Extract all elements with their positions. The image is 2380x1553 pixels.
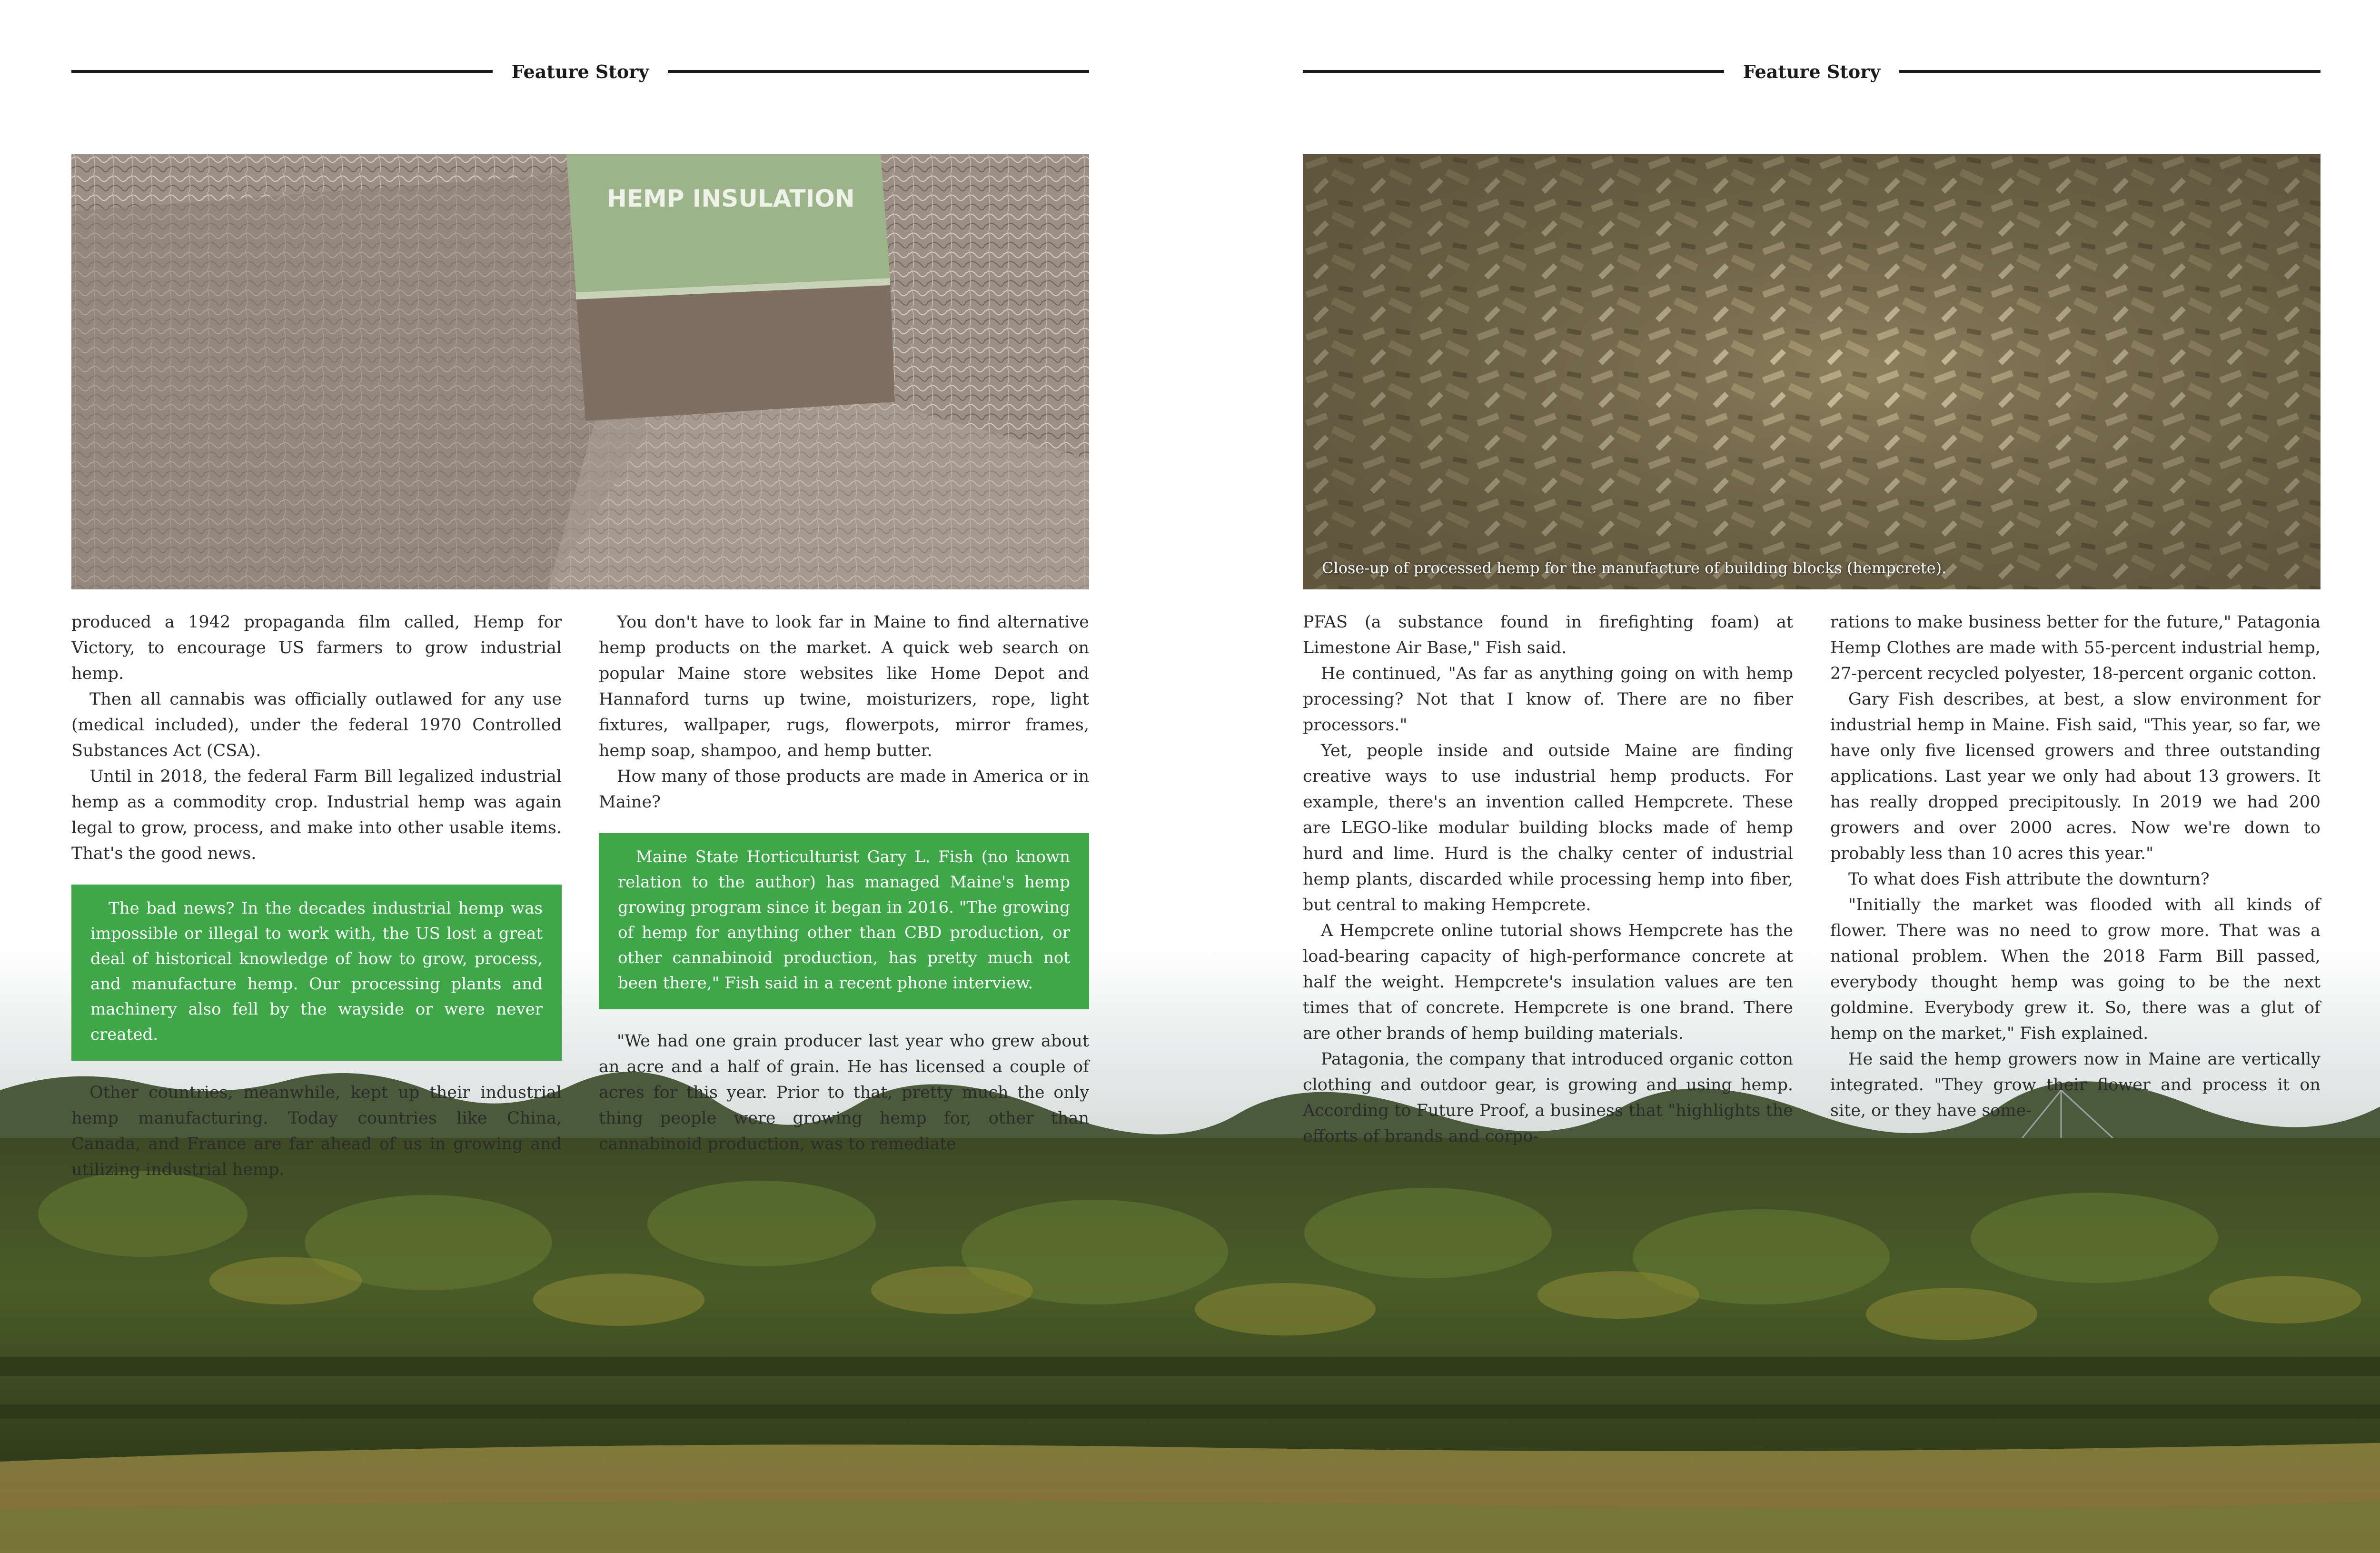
header-rule [1899, 70, 2320, 73]
processed-hemp-photo [1303, 154, 2320, 589]
text-column-1 [71, 609, 562, 1183]
paragraph: Until in 2018, the federal Farm Bill legalized industrial hemp as a commodity crop. Industrial hemp was again legal to grow, process, and make into other usable items. That's the good news. [71, 767, 562, 863]
page-header-left [71, 60, 1089, 83]
paragraph: "We had one grain producer last year who grew about an acre and a half of grain. He has licensed a couple of acres for this year. Prior to that, pretty much the only thing people were growing hemp for, other than cannabinoid production, was to remediate [599, 1032, 1089, 1154]
paragraph: A Hempcrete online tutorial shows Hempcrete has the load-bearing capacity of high-performance concrete at half the weight. Hempcrete's insulation values are ten times that of concrete. Hempcrete is one brand. There are other brands of hemp building materials. [1303, 921, 1793, 1043]
paragraph: How many of those products are made in America or in Maine? [599, 767, 1089, 812]
paragraph: "Initially the market was flooded with all kinds of flower. There was no need to grow more. That was a national problem. When the 2018 Farm Bill passed, everybody thought hemp was going to be the next goldmine. Everybody grew it. So, there was a glut of hemp on the market," Fish explained. [1830, 896, 2320, 1043]
text-column-4 [1830, 609, 2320, 1124]
text-column-2 [599, 609, 1089, 1157]
paragraph: produced a 1942 propaganda film called, Hemp for Victory, to encourage US farmers to grow industrial hemp. [71, 613, 562, 683]
header-rule [1303, 70, 1724, 73]
paragraph: Then all cannabis was officially outlawed for any use (medical included), under the federal 1970 Controlled Substances Act (CSA). [71, 690, 562, 760]
paragraph: He continued, "As far as anything going on with hemp processing? Not that I know of. There are no fiber processors." [1303, 664, 1793, 735]
header-rule [668, 70, 1089, 73]
paragraph: He said the hemp growers now in Maine are vertically integrated. "They grow their flower and process it on site, or they have some- [1830, 1050, 2320, 1120]
section-label: Feature Story [511, 60, 649, 82]
highlight-box-text: Maine State Horticulturist Gary L. Fish (no known relation to the author) has managed Maine's hemp growing program since it began in 2016. "The growing of hemp for anything other than CBD production, or other cannabinoid production, has pretty much not been there," Fish said in a recent phone interview. [618, 847, 1070, 993]
hemp-insulation-box-label: HEMP INSULATION [607, 185, 855, 212]
paragraph: Gary Fish describes, at best, a slow environment for industrial hemp in Maine. Fish said, "This year, so far, we have only five licensed growers and three outstanding applications. Last year we only had about 13 growers. It has really dropped precipitously. In 2019 we had 200 growers and over 2000 acres. Now we're down to probably less than 10 acres this year." [1830, 690, 2320, 863]
text-column-3 [1303, 609, 1793, 1149]
paragraph: rations to make business better for the future," Patagonia Hemp Clothes are made with 55-percent industrial hemp, 27-percent recycled polyester, 18-percent organic cotton. [1830, 613, 2320, 683]
page-header-right [1303, 60, 2320, 83]
header-rule [71, 70, 493, 73]
section-label: Feature Story [1743, 60, 1881, 82]
photo-caption: Close-up of processed hemp for the manufacture of building blocks (hempcrete). [1322, 559, 1947, 577]
paragraph: You don't have to look far in Maine to find alternative hemp products on the market. A quick web search on popular Maine store websites like Home Depot and Hannaford turns up twine, moisturizers, rope, light fixtures, wallpaper, rugs, flowerpots, mirror frames, hemp soap, shampoo, and hemp butter. [599, 613, 1089, 760]
highlight-box-text: The bad news? In the decades industrial hemp was impossible or illegal to work with, the US lost a great deal of historical knowledge of how to grow, process, and manufacture hemp. Our processing plants and machinery also fell by the wayside or were never created. [90, 899, 543, 1044]
highlight-box [71, 885, 562, 1061]
highlight-box [599, 833, 1089, 1009]
paragraph: Other countries, meanwhile, kept up their industrial hemp manufacturing. Today countries like China, Canada, and France are far ahead of us in growing and utilizing industrial hemp. [71, 1083, 562, 1179]
paragraph: Yet, people inside and outside Maine are finding creative ways to use industrial hemp products. For example, there's an invention called Hempcrete. These are LEGO-like modular building blocks made of hemp hurd and lime. Hurd is the chalky center of industrial hemp plants, discarded while processing hemp into fiber, but central to making Hempcrete. [1303, 741, 1793, 915]
paragraph: Patagonia, the company that introduced organic cotton clothing and outdoor gear, is growing and using hemp. According to Future Proof, a business that "highlights the efforts of brands and corpo- [1303, 1050, 1793, 1146]
hemp-insulation-photo [71, 154, 1089, 589]
paragraph: PFAS (a substance found in firefighting foam) at Limestone Air Base," Fish said. [1303, 613, 1793, 657]
paragraph: To what does Fish attribute the downturn? [1848, 870, 2210, 889]
